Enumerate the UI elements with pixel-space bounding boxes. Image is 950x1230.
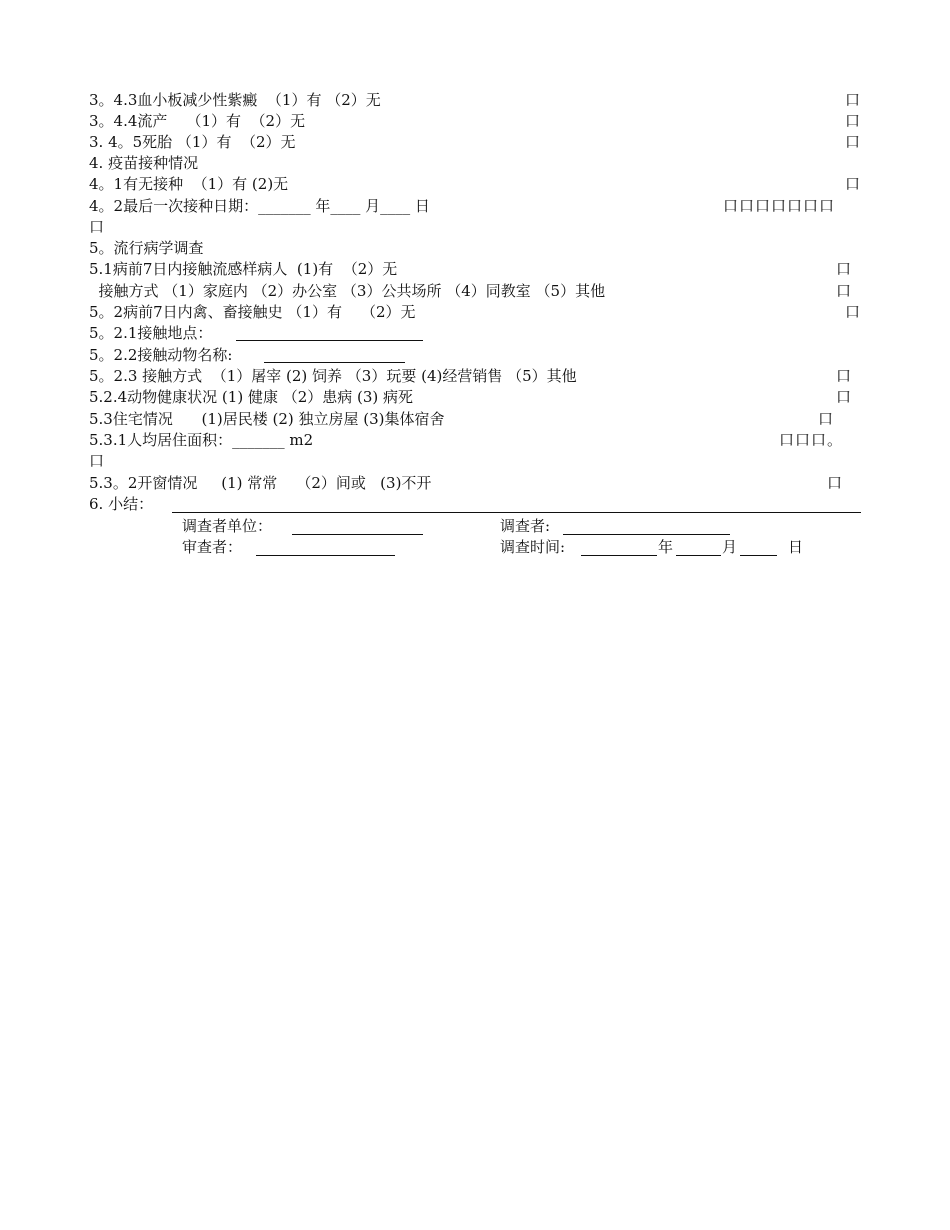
- investigator-unit-label: 调查者单位：: [182, 517, 273, 535]
- investigator-blank[interactable]: [563, 534, 730, 535]
- line-5-3-1: 5.3.1人均居住面积：_______ m2: [89, 431, 314, 449]
- contact-place-blank[interactable]: [236, 340, 423, 341]
- month-label: 月: [722, 538, 738, 556]
- answer-box[interactable]: 口: [845, 112, 862, 130]
- answer-box[interactable]: 口: [836, 260, 853, 278]
- line-5-3: 5.3住宅情况 (1)居民楼 (2) 独立房屋 (3)集体宿舍: [89, 410, 445, 428]
- investigator-label: 调查者:: [500, 517, 551, 535]
- line-summary: 6. 小结：: [89, 495, 154, 513]
- line-3-4-3: 3。4.3血小板减少性紫癜 （1）有 （2）无: [89, 91, 381, 109]
- animal-name-blank[interactable]: [264, 362, 405, 363]
- wrapped-box[interactable]: 口: [89, 218, 105, 236]
- answer-box[interactable]: 口: [845, 133, 862, 151]
- survey-day-blank[interactable]: [740, 555, 777, 556]
- line-5-2-3: 5。2.3 接触方式 （1）屠宰 (2) 饲养 （3）玩要 (4)经营销售 （5）其他: [89, 367, 577, 385]
- line-5-2-4: 5.2.4动物健康状况 (1) 健康 （2）患病 (3) 病死: [89, 388, 414, 406]
- answer-box[interactable]: 口: [818, 410, 835, 428]
- date-boxes[interactable]: 口口口口口口口: [723, 197, 836, 215]
- line-3-4-4: 3。4.4流产 （1）有 （2）无: [89, 112, 306, 130]
- line-5-2-2: 5。2.2接触动物名称:: [89, 346, 233, 364]
- line-5-1: 5.1病前7日内接触流感样病人 (1)有 （2）无: [89, 260, 398, 278]
- year-label: 年: [658, 538, 674, 556]
- investigator-unit-blank[interactable]: [292, 534, 423, 535]
- line-5-2-1: 5。2.1接触地点：: [89, 324, 213, 342]
- answer-box[interactable]: 口: [836, 367, 853, 385]
- answer-box[interactable]: 口: [845, 175, 862, 193]
- answer-box[interactable]: 口: [845, 303, 862, 321]
- summary-blank[interactable]: [172, 512, 861, 513]
- line-4-1: 4。1有无接种 （1）有 (2)无: [89, 175, 289, 193]
- survey-month-blank[interactable]: [676, 555, 721, 556]
- answer-box[interactable]: 口: [845, 91, 862, 109]
- reviewer-label: 审查者：: [182, 538, 243, 556]
- line-5-2: 5。2病前7日内禽、畜接触史 （1）有 （2）无: [89, 303, 416, 321]
- section-epidemiology: 5。流行病学调查: [89, 239, 204, 257]
- answer-box[interactable]: 口: [836, 388, 853, 406]
- survey-time-label: 调查时间:: [500, 538, 566, 556]
- line-contact-mode: 接触方式 （1）家庭内 （2）办公室 （3）公共场所 （4）同教室 （5）其他: [89, 282, 606, 300]
- answer-box[interactable]: 口: [827, 474, 844, 492]
- wrapped-box[interactable]: 口: [89, 452, 105, 470]
- answer-box[interactable]: 口: [836, 282, 853, 300]
- survey-year-blank[interactable]: [581, 555, 657, 556]
- section-vaccination: 4. 疫苗接种情况: [89, 154, 199, 172]
- line-4-2: 4。2最后一次接种日期：_______ 年____ 月____ 日: [89, 197, 430, 215]
- day-label: 日: [788, 538, 804, 556]
- area-boxes[interactable]: 口口口。: [779, 431, 844, 449]
- reviewer-blank[interactable]: [256, 555, 395, 556]
- line-3-4-5: 3. 4。5死胎 （1）有 （2）无: [89, 133, 296, 151]
- line-5-3-2: 5.3。2开窗情况 (1) 常常 （2）间或 (3)不开: [89, 474, 432, 492]
